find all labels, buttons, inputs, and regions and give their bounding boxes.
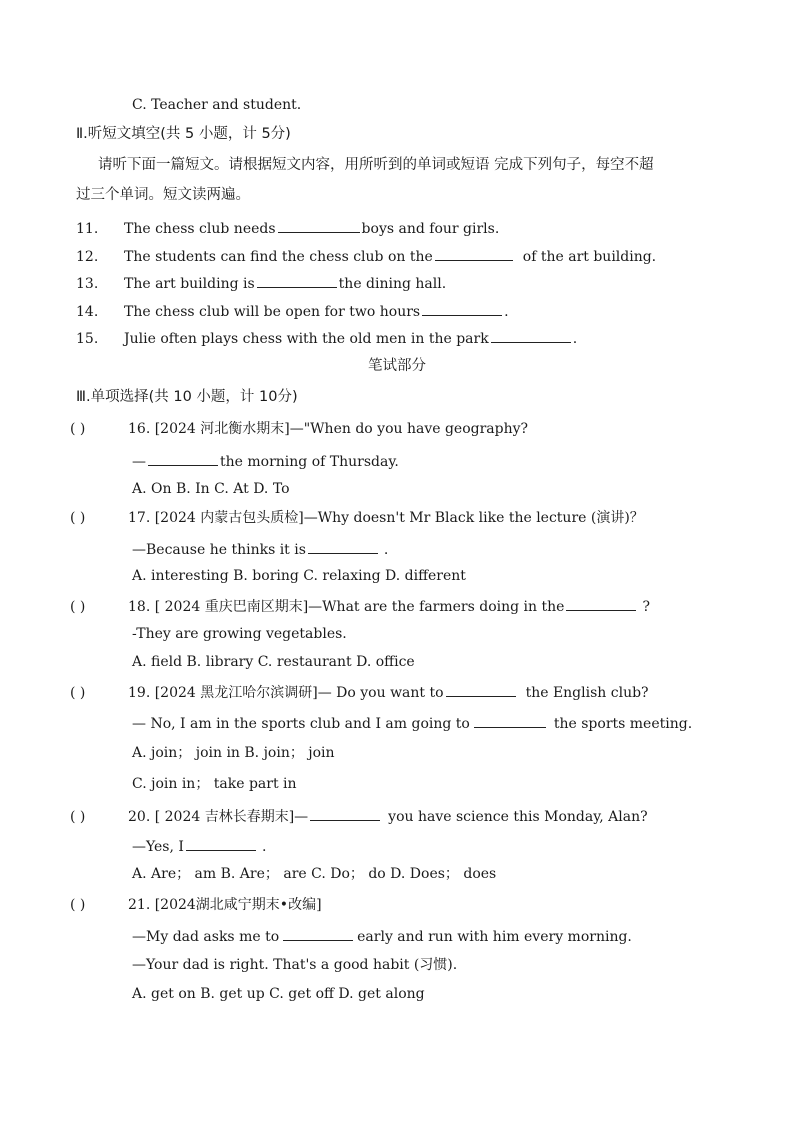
answer-blank[interactable]	[310, 806, 380, 821]
q18-options: A. field B. library C. restaurant D. office	[132, 654, 415, 670]
written-section-header: 笔试部分	[368, 358, 426, 374]
answer-blank[interactable]	[283, 926, 353, 941]
item-13	[76, 273, 446, 293]
section2-title: Ⅱ.听短文填空(共 5 小题，计 5分)	[76, 126, 291, 142]
question-text: .	[261, 839, 267, 855]
answer-paren[interactable]: ( )	[70, 421, 86, 437]
item-text: The students can find the chess club on the	[124, 249, 433, 265]
question-text: you have science this Monday, Alan?	[388, 809, 648, 825]
item-text: boys and four girls.	[361, 221, 500, 237]
question-text: —Because he thinks it is	[132, 542, 306, 558]
answer-blank[interactable]	[566, 596, 636, 611]
item-text: of the art building.	[522, 249, 657, 265]
answer-blank[interactable]	[422, 301, 502, 316]
item-number: 11.	[76, 221, 99, 237]
item-text: Julie often plays chess with the old men in the park	[124, 331, 489, 347]
q16-line2	[132, 451, 399, 471]
question-text: ?	[642, 599, 650, 615]
answer-paren[interactable]: ( )	[70, 809, 86, 825]
q17-line2	[132, 539, 388, 559]
question-20	[70, 806, 648, 826]
item-text: The art building is	[124, 276, 255, 292]
q16-options: A. On B. In C. At D. To	[132, 481, 290, 497]
item-text: .	[572, 331, 578, 347]
q19-line2	[132, 713, 692, 733]
item-text: The chess club needs	[124, 221, 276, 237]
item-number: 15.	[76, 331, 99, 347]
answer-blank[interactable]	[148, 451, 218, 466]
answer-blank[interactable]	[257, 273, 337, 288]
question-stem: 20. [ 2024 吉林长春期末]—	[128, 809, 309, 825]
q21-reply: —Your dad is right. That's a good habit (习惯).	[132, 957, 458, 973]
item-text: The chess club will be open for two hours	[124, 304, 421, 320]
answer-blank[interactable]	[186, 836, 256, 851]
section2-instruction-2: 过三个单词。短文读两遍。	[76, 187, 250, 203]
question-text: early and run with him every morning.	[357, 929, 632, 945]
item-14	[76, 301, 509, 321]
answer-blank[interactable]	[446, 682, 516, 697]
item-number: 12.	[76, 249, 99, 265]
question-17	[70, 509, 644, 527]
q20-options: A. Are； am B. Are； are C. Do； do D. Does； does	[132, 866, 497, 882]
question-21	[70, 896, 322, 914]
question-stem: 16. [2024 河北衡水期末]—"When do you have geography?	[128, 421, 529, 437]
item-11	[76, 218, 499, 238]
question-stem: 18. [ 2024 重庆巴南区期末]—What are the farmers doing in the	[128, 599, 565, 615]
question-text: the morning of Thursday.	[220, 454, 399, 470]
question-16	[70, 420, 528, 438]
answer-blank[interactable]	[278, 218, 360, 233]
answer-paren[interactable]: ( )	[70, 510, 86, 526]
answer-paren[interactable]: ( )	[70, 897, 86, 913]
question-19	[70, 682, 649, 702]
q19-options-1: A. join； join in B. join； join	[132, 745, 335, 761]
question-18	[70, 596, 650, 616]
q21-line2	[132, 926, 632, 946]
q17-options: A. interesting B. boring C. relaxing D. different	[132, 568, 466, 584]
question-text: the English club?	[525, 685, 649, 701]
item-12	[76, 246, 656, 266]
q18-reply: -They are growing vegetables.	[132, 626, 347, 642]
question-stem: 17. [2024 内蒙古包头质检]—Why doesn't Mr Black like the lecture (演讲)？	[128, 510, 644, 526]
answer-paren[interactable]: ( )	[70, 685, 86, 701]
dash: —	[132, 454, 146, 470]
item-text: the dining hall.	[338, 276, 447, 292]
q20-line2	[132, 836, 266, 856]
section2-instruction-1: 请听下面一篇短文。请根据短文内容，用所听到的单词或短语 完成下列句子，每空不超	[98, 157, 654, 173]
question-text: —Yes, I	[132, 839, 184, 855]
answer-blank[interactable]	[308, 539, 378, 554]
item-number: 14.	[76, 304, 99, 320]
question-stem: 21. [2024湖北咸宁期末•改编]	[128, 897, 322, 913]
q19-options-2: C. join in； take part in	[132, 776, 297, 792]
q21-options: A. get on B. get up C. get off D. get along	[132, 986, 425, 1002]
item-number: 13.	[76, 276, 99, 292]
question-text: — No, I am in the sports club and I am going to	[132, 716, 470, 732]
question-text: —My dad asks me to	[132, 929, 280, 945]
question-text: .	[383, 542, 389, 558]
answer-blank[interactable]	[491, 328, 571, 343]
top-option: C. Teacher and student.	[132, 97, 302, 113]
answer-paren[interactable]: ( )	[70, 599, 86, 615]
section3-title: Ⅲ.单项选择(共 10 小题，计 10分)	[76, 389, 298, 405]
question-stem: 19. [2024 黑龙江哈尔滨调研]— Do you want to	[128, 685, 444, 701]
item-text: .	[504, 304, 509, 320]
answer-blank[interactable]	[474, 713, 546, 728]
answer-blank[interactable]	[435, 246, 513, 261]
question-text: the sports meeting.	[553, 716, 693, 732]
item-15	[76, 328, 577, 348]
